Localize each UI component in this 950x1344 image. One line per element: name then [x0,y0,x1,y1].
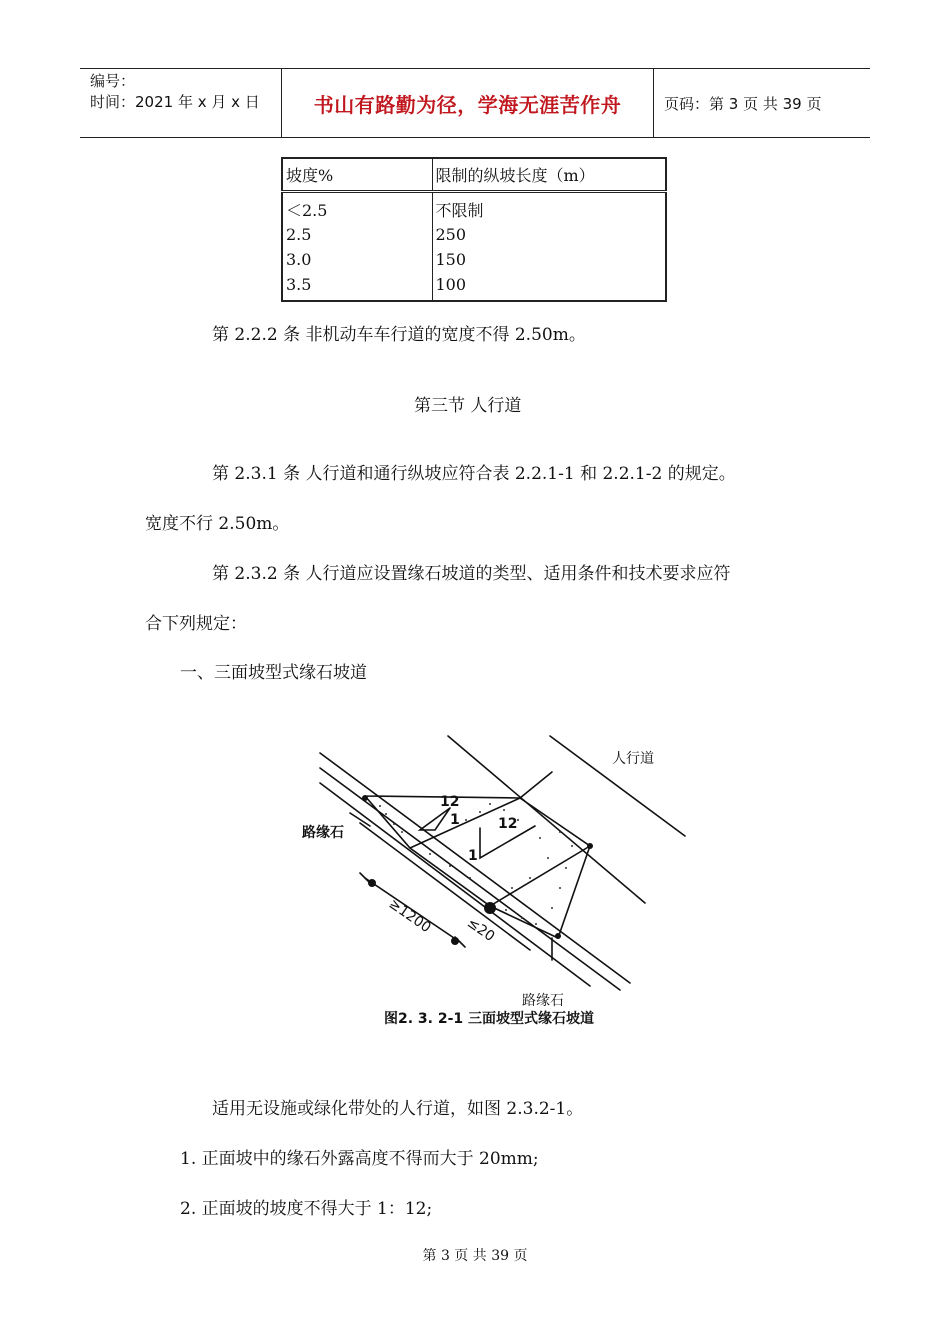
table-header-length: 限制的纵坡长度（m） [432,158,666,192]
paragraph-2-3-2: 第 2.3.2 条 人行道应设置缘石坡道的类型、适用条件和技术要求应符 [212,564,731,584]
paragraph-apply: 适用无设施或绿化带处的人行道，如图 2.3.2-1。 [212,1099,584,1119]
number-label: 编号： [90,72,136,90]
label-slope-a-bot: 1 [450,812,460,828]
curb-ramp-figure [290,728,710,1038]
table-header-row [282,158,666,192]
curb-ramp-drawing [290,728,710,1038]
footer-page-number: 第 3 页 共 39 页 [422,1248,528,1264]
section-title: 第三节 人行道 [414,396,522,416]
label-curb-top: 路缘石 [302,825,344,841]
paragraph-2-3-1-cont: 宽度不行 2.50m。 [145,514,290,534]
header-motto-cell [281,69,654,137]
table-row [282,247,666,272]
time-label: 时间：2021 年 x 月 x 日 [90,93,260,111]
header-meta [80,69,281,137]
paragraph-2-3-1: 第 2.3.1 条 人行道和通行纵坡应符合表 2.2.1-1 和 2.2.1-2 的规定。 [212,464,736,484]
table-row [282,222,666,247]
table-cell: 3.0 [282,247,432,272]
table-row [282,272,666,301]
header-page-info: 页码：第 3 页 共 39 页 [664,94,822,113]
label-curb-bottom: 路缘石 [522,993,564,1009]
label-width-dim: ≥1200 [385,895,434,937]
item-one-heading: 一、三面坡型式缘石坡道 [180,663,367,683]
list-item-1: 1. 正面坡中的缘石外露高度不得而大于 20mm; [180,1149,539,1169]
table-row [282,192,666,223]
paragraph-2-3-2-cont: 合下列规定： [145,614,247,634]
label-slope-b-top: 12 [498,816,518,832]
label-slope-a-top: 12 [440,794,460,810]
label-sidewalk: 人行道 [612,751,654,767]
label-slope-b-bot: 1 [468,848,478,864]
table-cell: 3.5 [282,272,432,301]
table-cell: 150 [432,247,666,272]
grade-limit-table [281,157,667,302]
page-footer [0,1245,950,1265]
table-cell: 2.5 [282,222,432,247]
table-cell: 不限制 [432,192,666,223]
label-height-dim: ≤20 [464,914,498,946]
table-cell: 100 [432,272,666,301]
table-cell: 250 [432,222,666,247]
figure-caption: 图2. 3. 2-1 三面坡型式缘石坡道 [384,1011,595,1027]
list-item-2: 2. 正面坡的坡度不得大于 1：12; [180,1199,433,1219]
table-cell: ＜2.5 [282,192,432,223]
motto: 书山有路勤为径，学海无涯苦作舟 [313,92,622,117]
table-header-grade: 坡度% [282,158,432,192]
page-header [80,68,870,138]
paragraph-2-2-2: 第 2.2.2 条 非机动车车行道的宽度不得 2.50m。 [212,325,586,345]
